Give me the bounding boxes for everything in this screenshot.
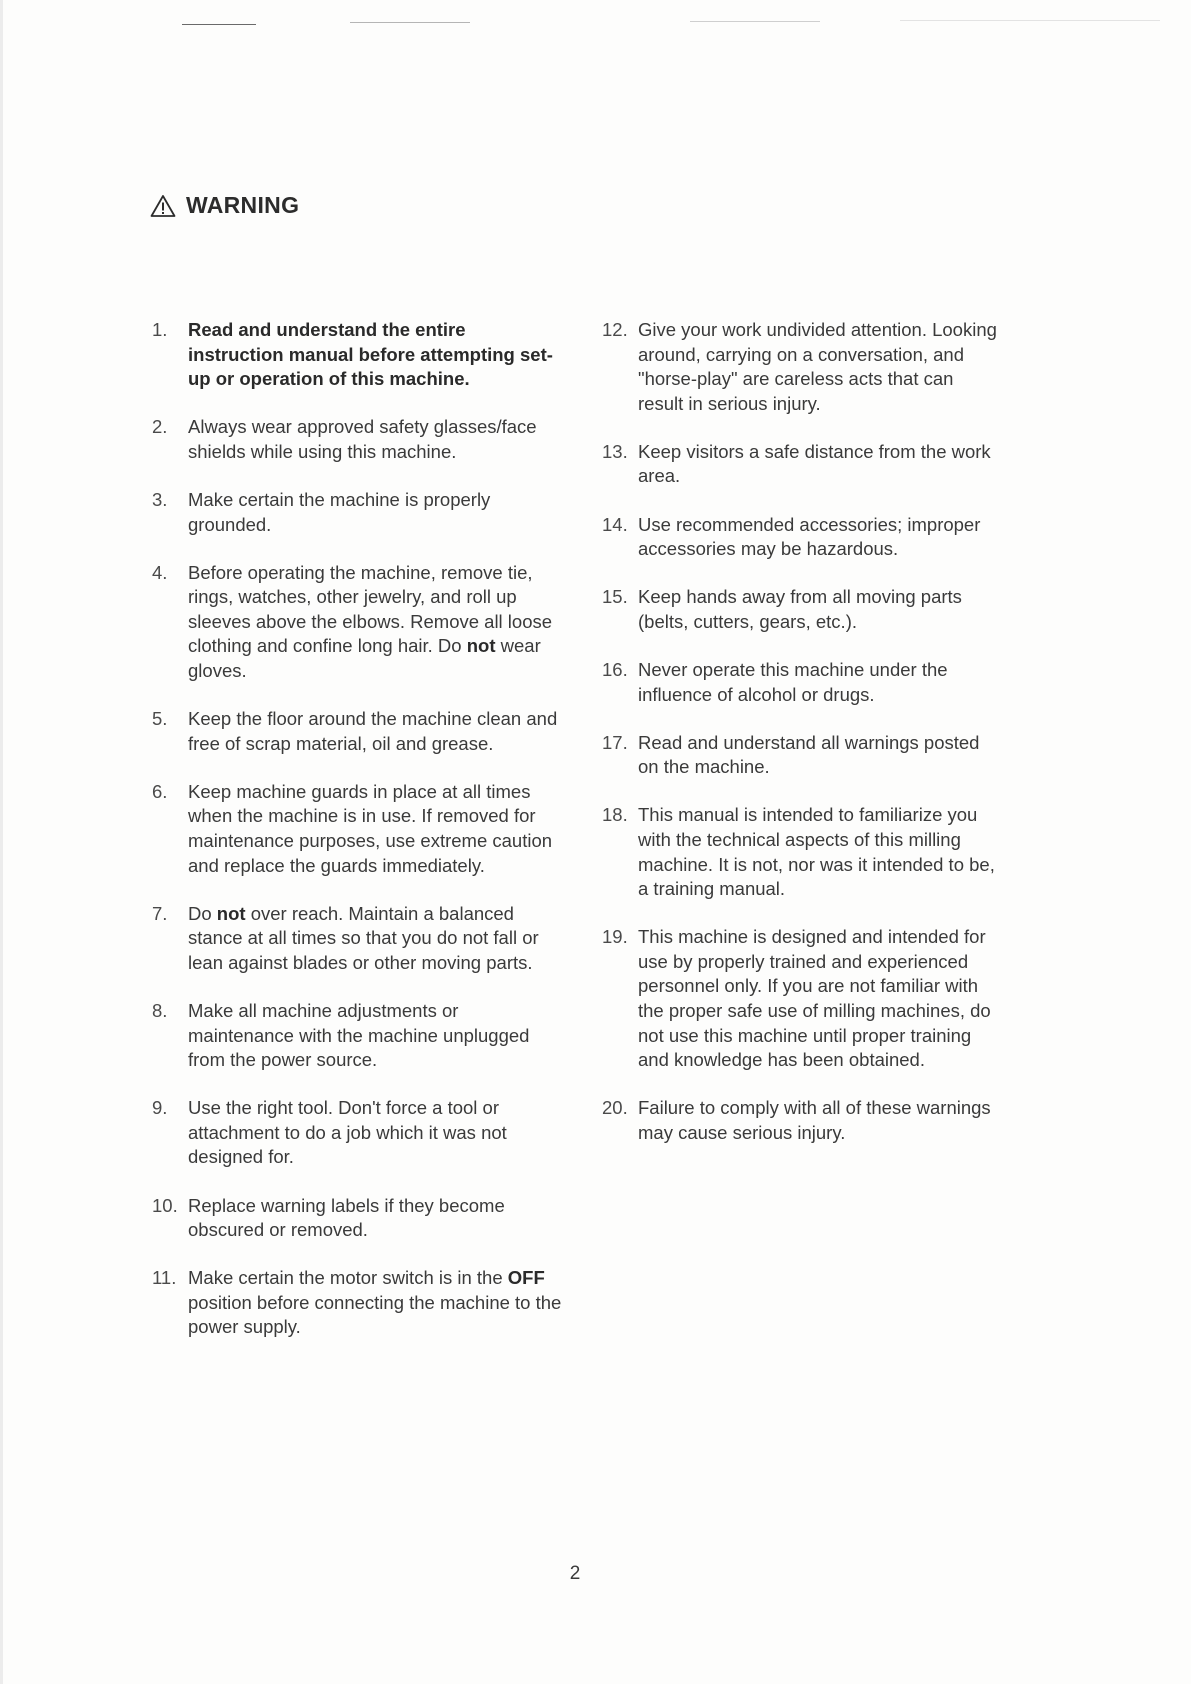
- warning-item: [152, 707, 566, 756]
- item-text: [188, 1266, 566, 1340]
- item-text: Use the right tool. Don't force a tool or attachment to do a job which it was not designed for.: [188, 1097, 507, 1168]
- warning-item: [602, 585, 998, 634]
- item-number: 18.: [602, 804, 628, 826]
- warning-item: [152, 999, 566, 1073]
- item-number: 20.: [602, 1097, 628, 1119]
- item-text: Replace warning labels if they become obscured or removed.: [188, 1194, 505, 1241]
- item-text: Read and understand all warnings posted on the machine.: [638, 731, 980, 778]
- item-text: Make all machine adjustments or maintenance with the machine unplugged from the power source.: [188, 999, 530, 1071]
- item-text: [188, 561, 566, 684]
- item-text: Make certain the machine is properly grounded.: [188, 488, 491, 535]
- warning-item: [602, 1096, 998, 1145]
- scan-mark: [690, 21, 820, 22]
- warning-item: [152, 1096, 566, 1170]
- scan-mark: [350, 22, 470, 23]
- item-text-emphasis: not: [216, 902, 246, 924]
- item-number: 3.: [152, 488, 168, 510]
- item-text: Keep the floor around the machine clean and free of scrap material, oil and grease.: [188, 708, 558, 754]
- scan-mark: [900, 20, 1160, 21]
- item-number: 19.: [602, 926, 628, 948]
- item-number: 7.: [152, 902, 168, 924]
- right-column: [602, 318, 1022, 1169]
- left-column: [152, 318, 582, 1364]
- item-text: Never operate this machine under the influence of alcohol or drugs.: [638, 658, 948, 705]
- item-number: 11.: [152, 1267, 177, 1289]
- item-number: 13.: [602, 440, 628, 462]
- warning-item: [152, 318, 566, 392]
- warning-heading: [150, 192, 299, 219]
- warning-item: [152, 1194, 566, 1243]
- item-number: 4.: [152, 561, 168, 583]
- item-number: 5.: [152, 708, 168, 730]
- item-text-part: over reach. Maintain a balanced stance at all times so that you do not fall or lean against blades or other moving parts.: [188, 902, 539, 973]
- warning-title: WARNING: [186, 192, 300, 218]
- warning-item: [602, 658, 998, 707]
- warning-item: [602, 513, 998, 562]
- warning-item: [152, 1266, 566, 1340]
- warning-item: [152, 415, 566, 464]
- warning-item: [152, 902, 566, 976]
- item-text: [188, 902, 566, 976]
- item-number: 14.: [602, 513, 628, 535]
- warning-triangle-icon: [150, 194, 176, 218]
- item-number: 9.: [152, 1097, 168, 1119]
- warning-item: [602, 440, 998, 489]
- item-number: 8.: [152, 999, 168, 1021]
- warning-item: [152, 780, 566, 878]
- item-text: Keep visitors a safe distance from the work area.: [638, 440, 991, 487]
- item-number: 1.: [152, 319, 168, 340]
- warning-item: [602, 803, 998, 901]
- item-text-emphasis: not: [466, 635, 496, 657]
- warning-item: [602, 318, 998, 416]
- warning-item: [602, 925, 998, 1073]
- item-text: Failure to comply with all of these warnings may cause serious injury.: [638, 1097, 991, 1143]
- item-text: Use recommended accessories; improper accessories may be hazardous.: [638, 513, 981, 560]
- item-text-part: Do: [188, 902, 217, 924]
- warning-item: [602, 731, 998, 780]
- item-text: Give your work undivided attention. Looking around, carrying on a conversation, and "horse-play" are careless acts that can result in serious injury.: [638, 319, 997, 414]
- item-text-part: wear gloves.: [188, 635, 541, 682]
- warning-item: [152, 561, 566, 684]
- item-text: Keep machine guards in place at all times when the machine is in use. If removed for maintenance purposes, use extreme caution and replace the guards immediately.: [188, 780, 553, 876]
- item-text-emphasis: OFF: [507, 1267, 545, 1289]
- scan-mark: [182, 24, 256, 25]
- item-text: This machine is designed and intended for use by properly trained and experienced personnel only. If you are not familiar with the proper safe use of milling machines, do not use this machine until proper training and knowledge has been obtained.: [638, 926, 991, 1071]
- item-number: 2.: [152, 416, 168, 438]
- item-text: Always wear approved safety glasses/face shields while using this machine.: [188, 416, 537, 462]
- item-text: This manual is intended to familiarize you with the technical aspects of this milling machine. It is not, nor was it intended to be, a training manual.: [638, 804, 995, 900]
- item-number: 12.: [602, 319, 628, 340]
- page-number: 2: [569, 1563, 581, 1584]
- scan-edge: [0, 0, 3, 1684]
- item-number: 10.: [152, 1194, 178, 1216]
- item-text: Keep hands away from all moving parts (belts, cutters, gears, etc.).: [638, 586, 962, 632]
- item-text: Read and understand the entire instruction manual before attempting set-up or operation of this machine.: [188, 319, 553, 390]
- item-number: 15.: [602, 586, 628, 608]
- warning-item: [152, 488, 566, 537]
- item-text-part: position before connecting the machine to the power supply.: [188, 1291, 562, 1338]
- item-number: 6.: [152, 780, 168, 802]
- item-text-part: Before operating the machine, remove tie, rings, watches, other jewelry, and roll up sleeves above the elbows. Remove all loose clothing and confine long hair. Do: [188, 561, 553, 657]
- item-text-part: Make certain the motor switch is in the: [188, 1267, 508, 1289]
- item-number: 16.: [602, 658, 628, 680]
- item-number: 17.: [602, 731, 628, 753]
